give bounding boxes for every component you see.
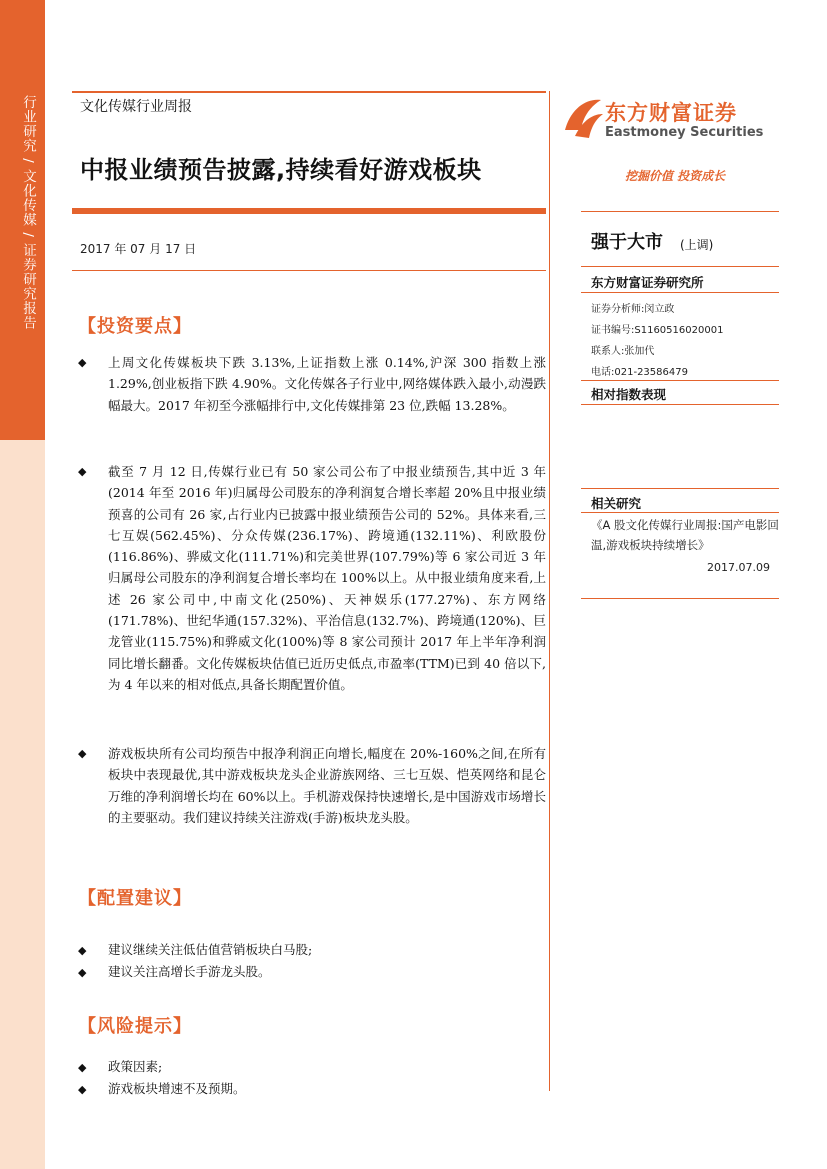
date-rule (72, 270, 546, 271)
list-item: ◆ 建议继续关注低估值营销板块白马股; (78, 942, 313, 957)
logo-name-en: Eastmoney Securities (605, 125, 764, 140)
list-item: ◆ 政策因素; (78, 1059, 163, 1074)
diamond-bullet-icon: ◆ (78, 1061, 87, 1074)
header-rule (72, 91, 546, 93)
right-rule (581, 380, 779, 381)
right-rule (581, 211, 779, 212)
list-item: ◆ 建议关注高增长手游龙头股。 (78, 964, 271, 979)
diamond-bullet-icon: ◆ (78, 356, 87, 369)
report-series: 文化传媒行业周报 (80, 99, 192, 115)
diamond-bullet-icon: ◆ (78, 1083, 87, 1096)
analyst: 证券分析师:闵立政 (591, 304, 675, 315)
page-title: 中报业绩预告披露,持续看好游戏板块 (80, 156, 482, 184)
list-item: ◆ 截至 7 月 12 日,传媒行业已有 50 家公司公布了中报业绩预告,其中近 3 年(2014 年至 2016 年)归属母公司股东的净利润复合增长率超 20%且中报业绩预喜的公司有 26 家,占行业内已披露中报业绩预告公司的 52%。具体来看,三七互娱(562.45%)、分众传媒(236.17%)、跨境通(132.11%)、利欧股份(116.86%)、骅威文化(111.71%)和完美世界(107.79%)等 6 家公司近 3 年归属母公司股东的净利润复合增长率均在 100%以上。从中报业绩角度来看,上述 26 家公司中,中南文化(250%)、天神娱乐(177.27%)、东方网络(171.78%)、世纪华通(157.32%)、平治信息(132.7%)、跨境通(120%)、巨龙管业(115.75%)和骅威文化(100%)等 8 家公司预计 2017 年上半年净利润同比增长翻番。文化传媒板块估值已近历史低点,市盈率(TTM)已到 40 倍以下,为 4 年以来的相对低点,具备长期配置价值。 (78, 461, 546, 695)
section-heading-allocation: 【配置建议】 (78, 888, 192, 909)
section-heading-investment: 【投资要点】 (78, 316, 192, 337)
section-heading-risk: 【风险提示】 (78, 1016, 192, 1037)
slogan: 挖掘价值 投资成长 (625, 169, 726, 183)
relative-performance-heading: 相对指数表现 (591, 387, 667, 402)
rating-change: (上调) (680, 238, 714, 252)
right-rule (581, 488, 779, 489)
rating: 强于大市 (591, 232, 663, 253)
column-divider (549, 91, 550, 1091)
list-item: ◆ 上周文化传媒板块下跌 3.13%,上证指数上涨 0.14%,沪深 300 指数上涨 1.29%,创业板指下跌 4.90%。文化传媒各子行业中,网络媒体跌入最小,动漫跌幅最大。2017 年初至今涨幅排行中,文化传媒排第 23 位,跌幅 13.28%。 (78, 352, 546, 416)
sidebar-category-text: 行业研究 / 文化传媒 / 证券研究报告 (20, 95, 36, 331)
right-rule (581, 292, 779, 293)
related-report-title: 《A 股文化传媒行业周报:国产电影回温,游戏板块持续增长》 (591, 518, 779, 552)
related-research-heading: 相关研究 (591, 496, 642, 511)
diamond-bullet-icon: ◆ (78, 465, 87, 478)
diamond-bullet-icon: ◆ (78, 747, 87, 760)
right-rule (581, 512, 779, 513)
logo-name-cn: 东方财富证券 (605, 101, 737, 125)
institute: 东方财富证券研究所 (591, 275, 704, 290)
right-rule (581, 598, 779, 599)
cert-number: 证书编号:S1160516020001 (591, 325, 724, 336)
contact: 联系人:张加代 (591, 346, 655, 357)
related-report-date: 2017.07.09 (707, 561, 770, 574)
right-rule (581, 266, 779, 267)
phone: 电话:021-23586479 (591, 367, 688, 378)
diamond-bullet-icon: ◆ (78, 944, 87, 957)
list-item: ◆ 游戏板块所有公司均预告中报净利润正向增长,幅度在 20%-160%之间,在所有板块中表现最优,其中游戏板块龙头企业游族网络、三七互娱、恺英网络和昆仑万维的净利润增长均在 60%以上。手机游戏保持快速增长,是中国游戏市场增长的主要驱动。我们建议持续关注游戏(手游)板块龙头股。 (78, 743, 546, 828)
report-date: 2017 年 07 月 17 日 (80, 242, 197, 256)
right-rule (581, 404, 779, 405)
list-item: ◆ 游戏板块增速不及预期。 (78, 1081, 246, 1096)
sidebar-band-light (0, 440, 45, 1169)
title-bar (72, 208, 546, 214)
diamond-bullet-icon: ◆ (78, 966, 87, 979)
